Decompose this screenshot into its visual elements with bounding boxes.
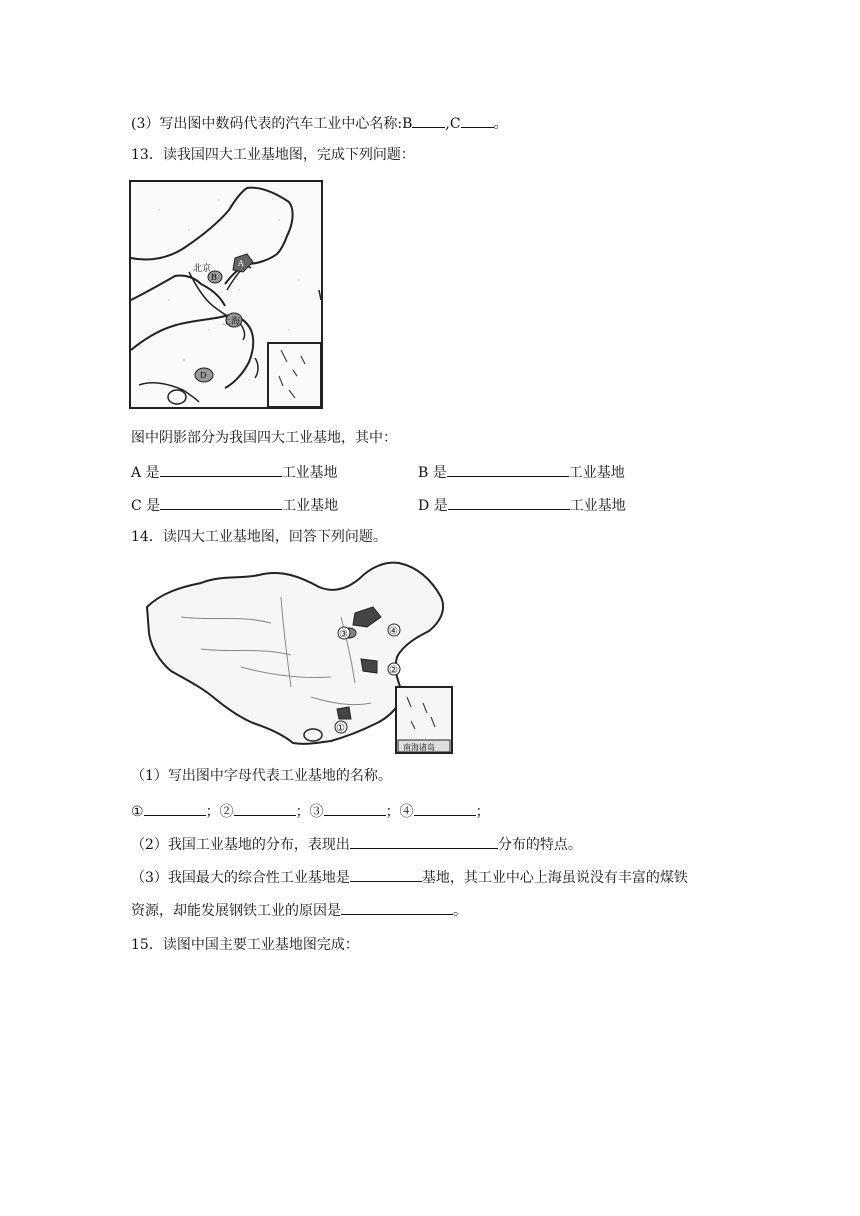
label-circle-3: ③ — [339, 629, 348, 640]
label-circle-2: ② — [389, 665, 398, 676]
answer-blank-3[interactable] — [324, 800, 386, 816]
label-a: A — [238, 259, 244, 268]
answer-blank-4[interactable] — [414, 800, 476, 816]
answer-blank-b2[interactable] — [447, 461, 569, 477]
answer-blank-largest-base[interactable] — [350, 866, 422, 882]
answer-blank-reason[interactable] — [341, 899, 453, 915]
label-circle-4: ④ — [389, 626, 398, 637]
label-b: B — [211, 273, 217, 282]
q13-map-figure — [129, 180, 323, 409]
inset-label: 南海诸岛 — [403, 743, 435, 752]
q13-answer-a: A 是 工业基地 — [131, 461, 338, 483]
answer-blank-b[interactable] — [412, 112, 445, 128]
answer-blank-distribution[interactable] — [350, 833, 498, 849]
label-d: D — [200, 371, 207, 380]
q14-stem: 14．读四大工业基地图，回答下列问题。 — [131, 529, 387, 545]
answer-blank-c[interactable] — [461, 112, 494, 128]
answer-blank-a[interactable] — [160, 461, 282, 477]
q13-map — [129, 180, 323, 409]
q13-intro: 图中阴影部分为我国四大工业基地，其中： — [131, 430, 397, 446]
q15-stem: 15．读图中国主要工业基地图完成： — [131, 937, 359, 953]
q13-stem: 13．读我国四大工业基地图，完成下列问题： — [131, 147, 415, 163]
answer-blank-2[interactable] — [234, 800, 296, 816]
q14-part3: （3）我国最大的综合性工业基地是 基地，其工业中心上海虽说没有丰富的煤铁 — [131, 866, 688, 888]
q13-answer-d: D 是 工业基地 — [418, 494, 626, 516]
answer-blank-c2[interactable] — [160, 494, 282, 510]
label-shanghai: 上海 — [222, 317, 241, 327]
q14-answers: ① ；② ；③ ；④ ； — [131, 800, 490, 822]
q14-part3-cont: 资源，却能发展钢铁工业的原因是 。 — [131, 899, 467, 921]
q14-map-figure — [141, 557, 468, 757]
q13-answer-c: C 是 工业基地 — [131, 494, 338, 516]
answer-blank-1[interactable] — [144, 800, 206, 816]
answer-blank-d[interactable] — [448, 494, 570, 510]
q14-map — [141, 557, 468, 757]
label-circle-1: ① — [336, 723, 345, 734]
label-beijing: 北京 — [193, 264, 212, 274]
q14-part1: （1）写出图中字母代表工业基地的名称。 — [131, 768, 392, 784]
q13-answer-b: B 是 工业基地 — [418, 461, 625, 483]
q14-part2: （2）我国工业基地的分布，表现出 分布的特点。 — [131, 833, 582, 855]
q12-part3: (3）写出图中数码代表的汽车工业中心名称:B ,C 。 — [131, 112, 508, 134]
